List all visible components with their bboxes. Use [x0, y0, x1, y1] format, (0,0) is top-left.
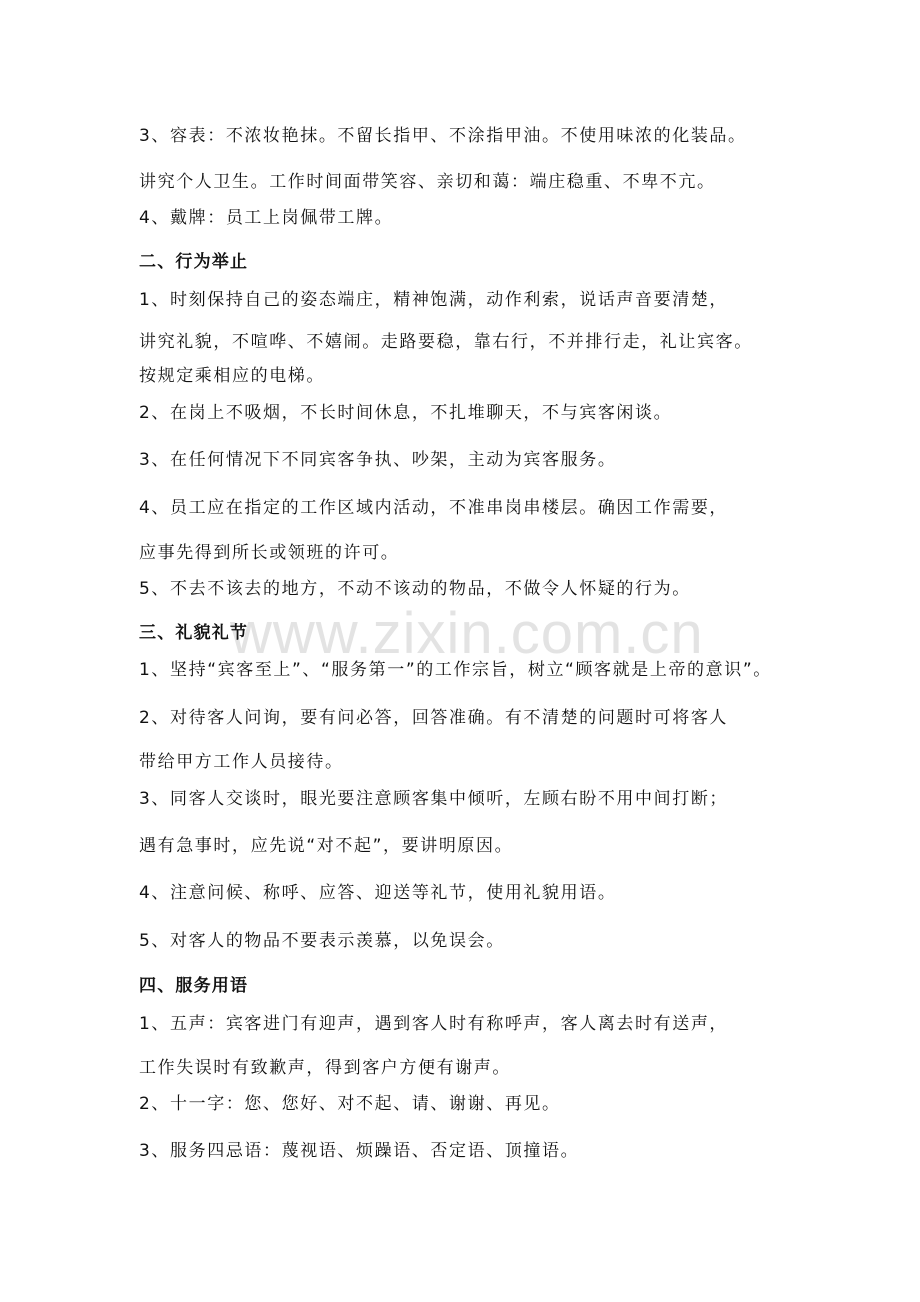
section-heading: 三、礼貌礼节	[139, 623, 249, 643]
paragraph-line: 1、五声：宾客进门有迎声，遇到客人时有称呼声，客人离去时有送声，	[139, 1014, 729, 1034]
paragraph-line: 讲究个人卫生。工作时间面带笑容、亲切和蔼：端庄稳重、不卑不亢。	[139, 172, 716, 192]
paragraph-line: 2、十一字：您、您好、对不起、请、谢谢、再见。	[139, 1094, 561, 1114]
paragraph-line: 带给甲方工作人员接待。	[139, 752, 344, 772]
paragraph-line: 2、在岗上不吸烟，不长时间休息，不扎堆聊天，不与宾客闲谈。	[139, 403, 673, 423]
paragraph-line: 工作失误时有致歉声，得到客户方便有谢声。	[139, 1058, 511, 1078]
paragraph-line: 3、同客人交谈时，眼光要注意顾客集中倾听，左顾右盼不用中间打断；	[139, 789, 729, 809]
watermark: www.zixin.com.cn	[230, 601, 704, 666]
paragraph-line: 4、注意问候、称呼、应答、迎送等礼节，使用礼貌用语。	[139, 883, 617, 903]
paragraph-line: 3、服务四忌语：蔑视语、烦躁语、否定语、顶撞语。	[139, 1141, 580, 1161]
paragraph-line: 讲究礼貌，不喧哗、不嬉闹。走路要稳，靠右行，不并排行走，礼让宾客。	[139, 332, 753, 352]
paragraph-line: 5、不去不该去的地方，不动不该动的物品，不做令人怀疑的行为。	[139, 579, 691, 599]
paragraph-line: 2、对待客人问询，要有问必答，回答准确。有不清楚的问题时可将客人	[139, 708, 729, 728]
paragraph-line: 1、坚持“宾客至上”、“服务第一”的工作宗旨，树立“顾客就是上帝的意识”。	[139, 660, 772, 680]
paragraph-line: 按规定乘相应的电梯。	[139, 366, 325, 386]
paragraph-line: 5、对客人的物品不要表示羡慕，以免误会。	[139, 931, 505, 951]
paragraph-line: 应事先得到所长或领班的许可。	[139, 543, 400, 563]
paragraph-line: 4、戴牌：员工上岗佩带工牌。	[139, 208, 394, 228]
paragraph-line: 3、容表：不浓妆艳抹。不留长指甲、不涂指甲油。不使用味浓的化装品。	[139, 126, 747, 146]
paragraph-line: 4、员工应在指定的工作区域内活动，不准串岗串楼层。确因工作需要，	[139, 498, 729, 518]
paragraph-line: 遇有急事时，应先说“对不起”，要讲明原因。	[139, 836, 514, 856]
section-heading: 四、服务用语	[139, 976, 249, 996]
paragraph-line: 3、在任何情况下不同宾客争执、吵架，主动为宾客服务。	[139, 450, 617, 470]
section-heading: 二、行为举止	[139, 252, 249, 272]
paragraph-line: 1、时刻保持自己的姿态端庄，精神饱满，动作利索，说话声音要清楚，	[139, 290, 729, 310]
